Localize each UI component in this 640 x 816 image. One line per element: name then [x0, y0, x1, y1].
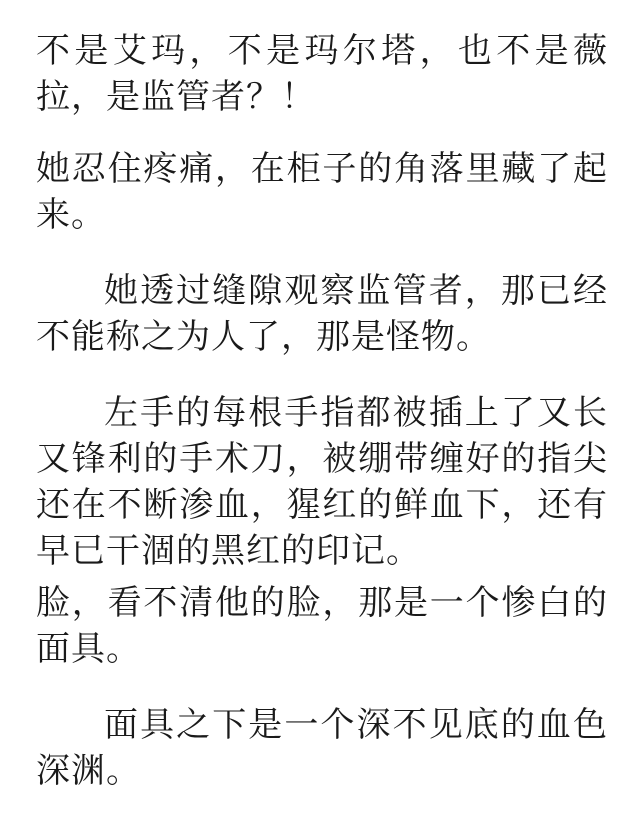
paragraph-1: 不是艾玛，不是玛尔塔，也不是薇拉，是监管者？！ [36, 31, 608, 117]
paragraph-6: 面具之下是一个深不见底的血色深渊。 [36, 705, 608, 791]
paragraph-3: 她透过缝隙观察监管者，那已经不能称之为人了，那是怪物。 [36, 271, 608, 357]
paragraph-4: 左手的每根手指都被插上了又长又锋利的手术刀，被绷带缠好的指尖还在不断渗血，猩红的鲜血下，还有早已干涸的黑红的印记。 [36, 393, 608, 571]
paragraph-2: 她忍住疼痛，在柜子的角落里藏了起来。 [36, 149, 608, 235]
paragraph-5: 脸，看不清他的脸，那是一个惨白的面具。 [36, 583, 608, 669]
